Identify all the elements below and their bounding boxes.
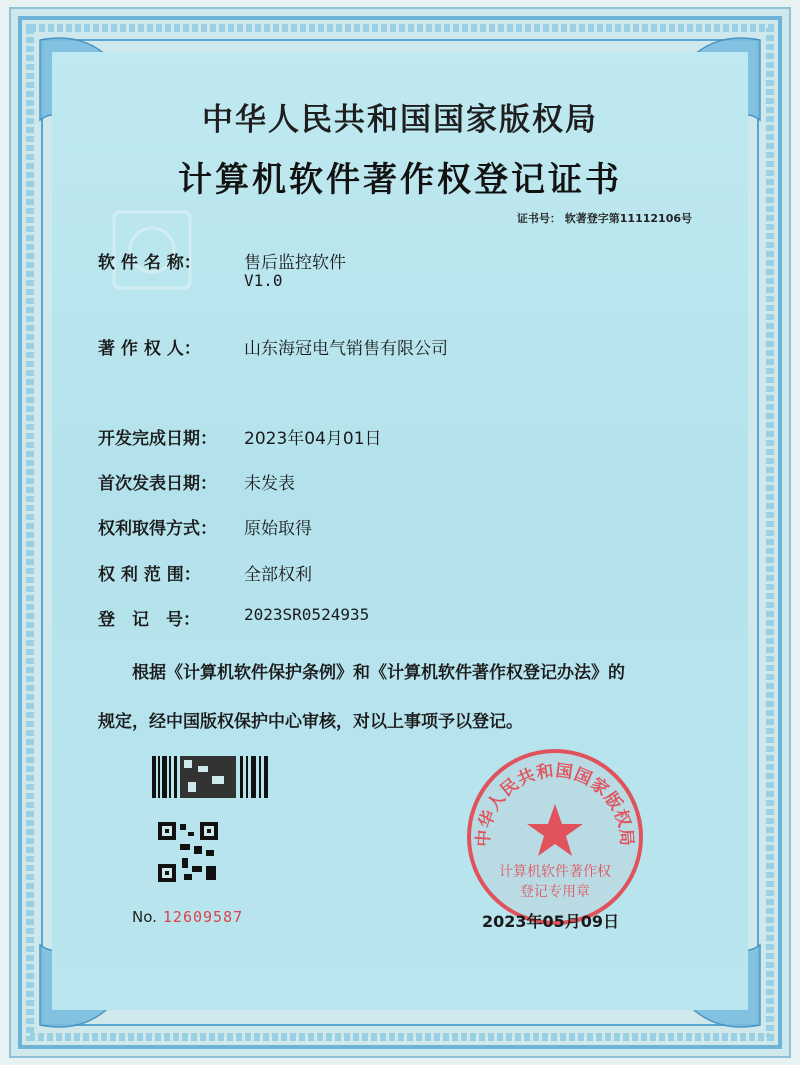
acquisition-value: 原始取得 (244, 519, 312, 539)
row-pub-date (98, 469, 295, 494)
seal-outer-text: 中华人民共和国国家版权局 (473, 761, 637, 848)
scope-value: 全部权利 (244, 565, 312, 585)
seal-inner-line-2: 登记专用章 (520, 884, 590, 900)
serial-value: 12609587 (162, 908, 244, 926)
statement-line-1: 根据《计算机软件保护条例》和《计算机软件著作权登记办法》的 (132, 663, 625, 683)
registration-number: 2023SR0524935 (244, 605, 370, 624)
issuer-title: 中华人民共和国国家版权局 (202, 102, 598, 138)
software-name-label: 软 件 名 称： (98, 253, 201, 273)
issue-date: 2023年05月09日 (482, 912, 620, 931)
dev-date-value: 2023年04月01日 (244, 429, 382, 449)
pub-date-value: 未发表 (244, 474, 295, 494)
seal-inner-line-1: 计算机软件著作权 (499, 864, 611, 880)
registration-label: 登 记 号： (98, 610, 200, 630)
row-acquisition (98, 514, 312, 539)
certificate-number (517, 210, 692, 226)
cert-no-value: 软著登字第11112106号 (564, 212, 692, 225)
software-name-value: 售后监控软件 (244, 253, 346, 273)
version-value: V1.0 (244, 271, 283, 290)
row-scope (98, 560, 312, 585)
barcode (152, 756, 270, 798)
owner-value: 山东海冠电气销售有限公司 (244, 339, 448, 359)
official-seal (464, 746, 646, 928)
serial-label: No. (132, 908, 157, 926)
dev-date-label: 开发完成日期： (98, 429, 217, 449)
qr-code (158, 822, 218, 882)
owner-label: 著 作 权 人： (98, 339, 201, 359)
row-owner (98, 334, 448, 359)
scope-label: 权 利 范 围： (98, 565, 201, 585)
row-registration (98, 605, 370, 630)
statement-line-2: 规定，经中国版权保护中心审核，对以上事项予以登记。 (98, 712, 523, 732)
cert-no-label: 证书号： (516, 212, 561, 225)
row-software-name (98, 248, 346, 290)
row-dev-date (98, 424, 382, 449)
acquisition-label: 权利取得方式： (98, 519, 217, 539)
serial-number (132, 908, 243, 926)
pub-date-label: 首次发表日期： (98, 474, 217, 494)
certificate-title: 计算机软件著作权登记证书 (178, 160, 622, 200)
